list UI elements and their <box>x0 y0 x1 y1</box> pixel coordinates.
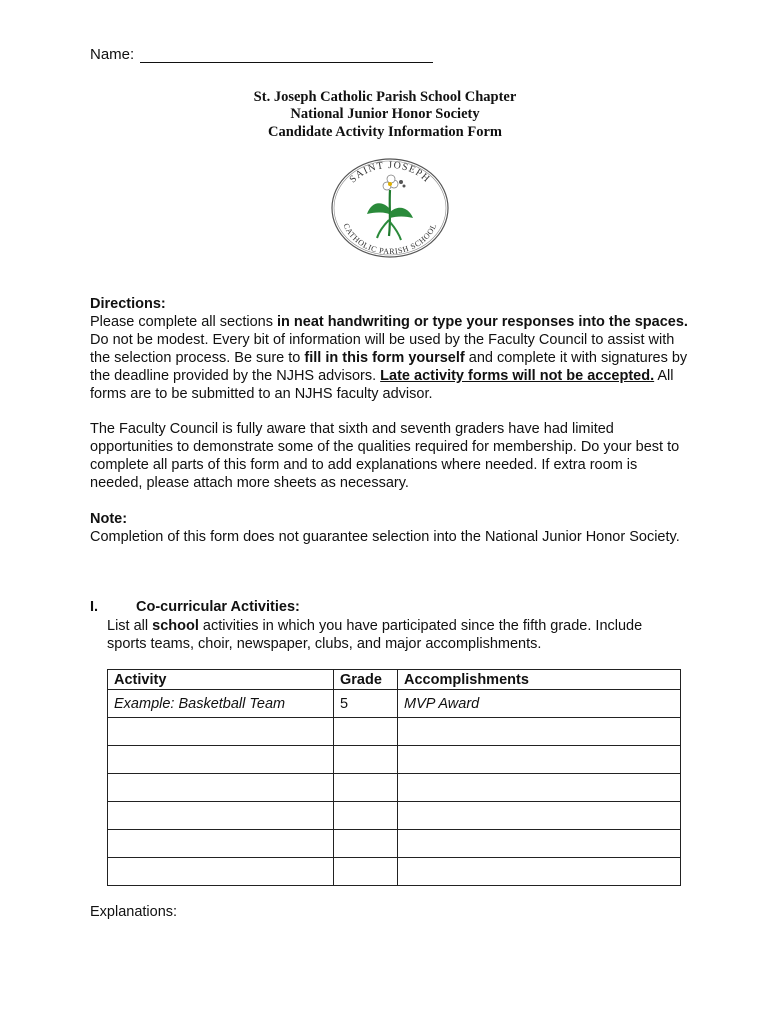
activities-table <box>107 669 681 886</box>
table-row <box>108 858 681 886</box>
name-label: Name: <box>90 46 135 63</box>
note-heading: Note: <box>90 511 128 527</box>
grade-cell[interactable] <box>334 746 398 774</box>
activity-cell[interactable] <box>108 718 334 746</box>
activity-cell[interactable] <box>108 774 334 802</box>
accomplishments-cell[interactable] <box>398 802 681 830</box>
table-row <box>108 802 681 830</box>
example-grade: 5 <box>334 690 398 718</box>
grade-cell[interactable] <box>334 718 398 746</box>
section-heading: Co-curricular Activities: <box>136 599 300 615</box>
directions-paragraph-1: Please complete all sections in neat handwriting or type your responses into the spaces. Do not be modest. Every bit of information will be used by the Faculty Council to assist with the selection process. Be sure to fill in this form yourself and complete it with signatures by the deadline provided by the NJHS advisors. Late activity forms will not be accepted. All forms are to be submitted to an NJHS faculty advisor. <box>90 314 688 402</box>
table-header-row <box>108 670 681 690</box>
school-seal-logo <box>329 156 451 260</box>
title-chapter: St. Joseph Catholic Parish School Chapter <box>253 89 517 105</box>
title-society: National Junior Honor Society <box>290 106 480 122</box>
accomplishments-cell[interactable] <box>398 830 681 858</box>
directions-heading: Directions: <box>90 296 166 312</box>
section-intro: List all school activities in which you have participated since the fifth grade. Include sports teams, choir, newspaper, clubs, and major accomplishments. <box>107 618 643 652</box>
activity-cell[interactable] <box>108 746 334 774</box>
seal-bottom-text: CATHOLIC PARISH SCHOOL <box>341 221 439 257</box>
column-header-accomplishments: Accomplishments <box>398 670 681 690</box>
directions-paragraph-2: The Faculty Council is fully aware that sixth and seventh graders have had limited opportunities to demonstrate some of the qualities required for membership. Do your best to complete all parts of this form and to add explanations where needed. If extra room is needed, please attach more sheets as necessary. <box>90 421 680 491</box>
example-accomplishments: MVP Award <box>398 690 681 718</box>
activity-cell[interactable] <box>108 858 334 886</box>
grade-cell[interactable] <box>334 802 398 830</box>
seal-top-text: SAINT JOSEPH <box>347 159 433 186</box>
accomplishments-cell[interactable] <box>398 774 681 802</box>
note-text: Completion of this form does not guarantee selection into the National Junior Honor Society. <box>90 529 680 545</box>
grade-cell[interactable] <box>334 858 398 886</box>
accomplishments-cell[interactable] <box>398 746 681 774</box>
section-numeral: I. <box>90 599 99 615</box>
accomplishments-cell[interactable] <box>398 858 681 886</box>
grade-cell[interactable] <box>334 774 398 802</box>
explanations-label: Explanations: <box>90 904 178 920</box>
table-row <box>108 774 681 802</box>
table-row <box>108 718 681 746</box>
table-row <box>108 746 681 774</box>
table-row-example <box>108 690 681 718</box>
activity-cell[interactable] <box>108 802 334 830</box>
table-row <box>108 830 681 858</box>
grade-cell[interactable] <box>334 830 398 858</box>
name-field-line[interactable] <box>140 62 433 63</box>
activity-cell[interactable] <box>108 830 334 858</box>
column-header-activity: Activity <box>108 670 334 690</box>
example-activity: Example: Basketball Team <box>108 690 334 718</box>
column-header-grade: Grade <box>334 670 398 690</box>
title-form: Candidate Activity Information Form <box>268 124 502 140</box>
accomplishments-cell[interactable] <box>398 718 681 746</box>
